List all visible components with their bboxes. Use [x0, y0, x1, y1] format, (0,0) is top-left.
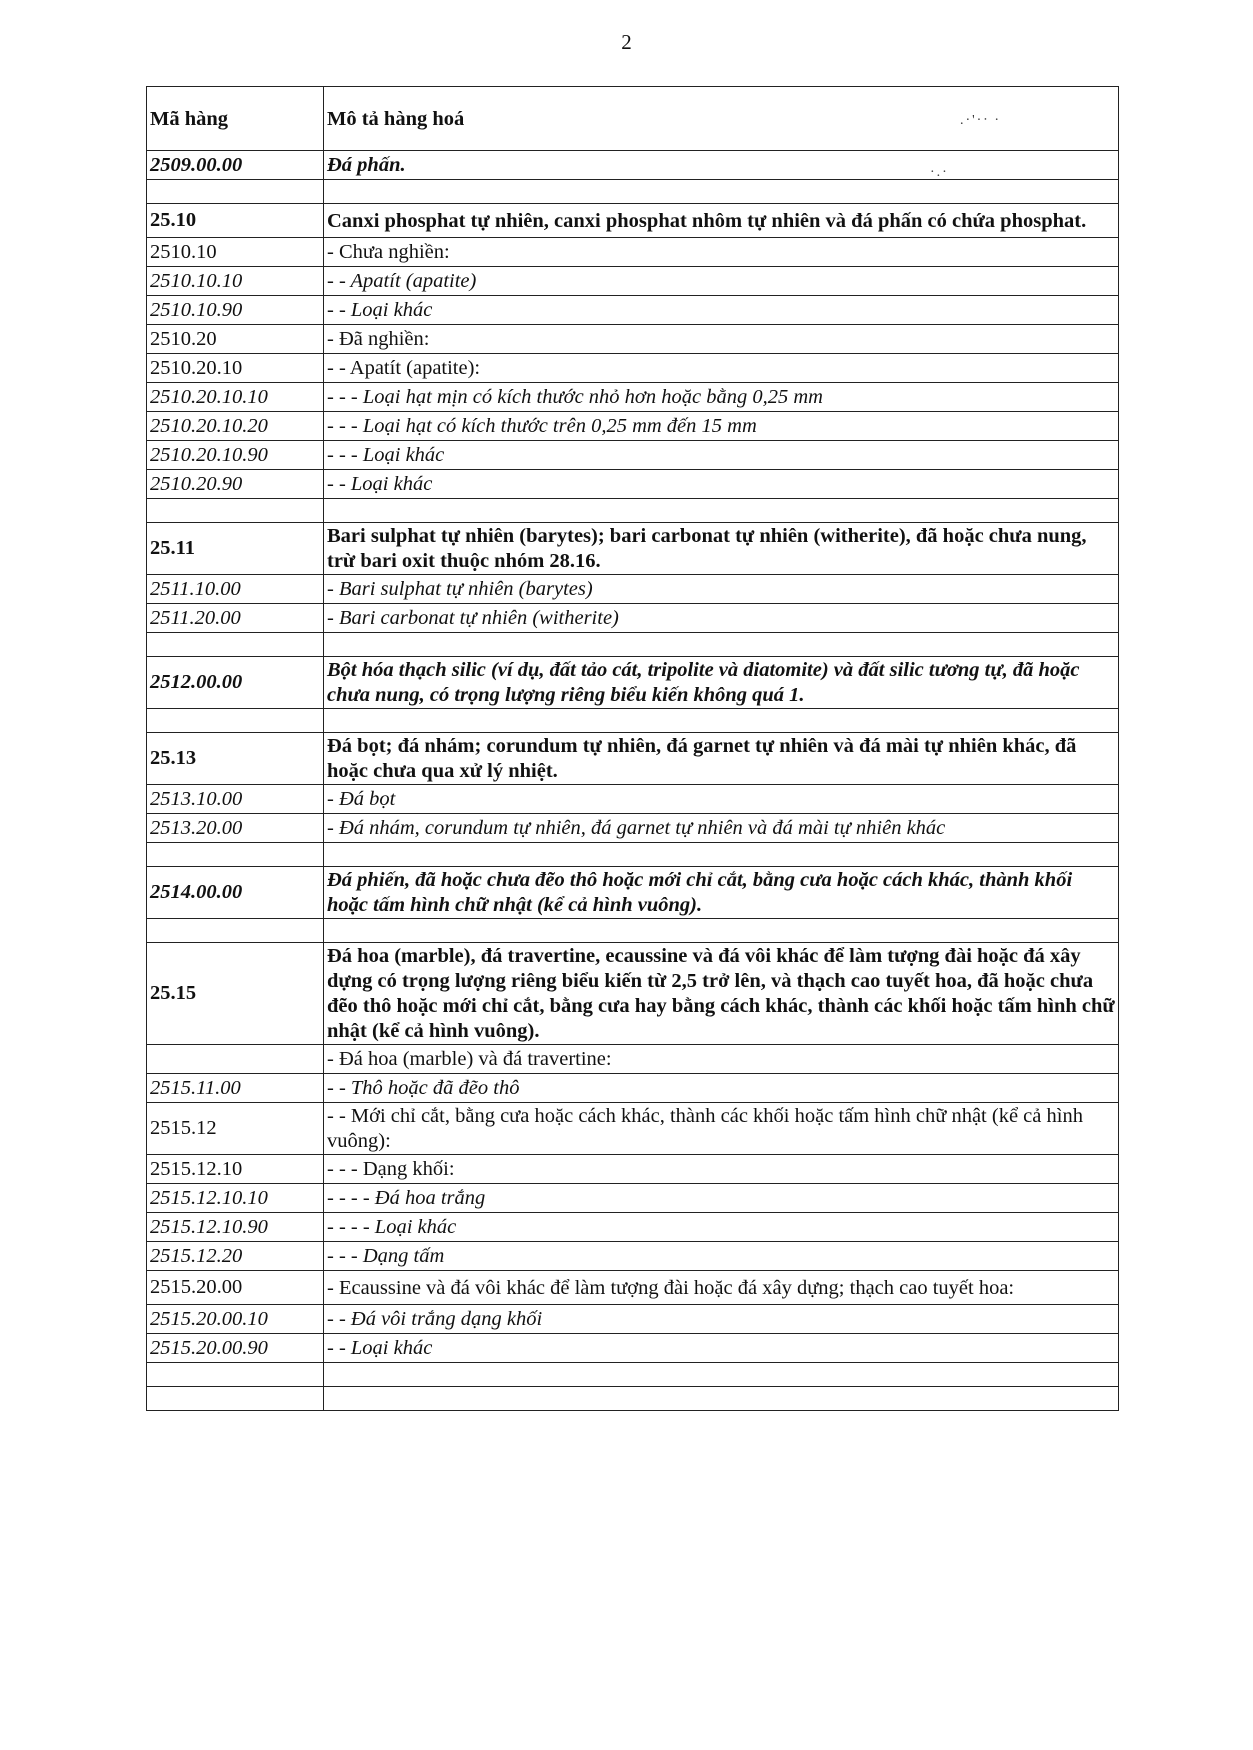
table-row — [147, 709, 1119, 733]
table-row — [147, 1334, 1119, 1363]
row-description: - - Apatít (apatite): — [324, 354, 1119, 383]
table-row — [147, 943, 1119, 1045]
row-code: 2511.20.00 — [147, 604, 324, 633]
table-row — [147, 1103, 1119, 1155]
row-code: 2512.00.00 — [147, 657, 324, 709]
table-row — [147, 633, 1119, 657]
row-description — [324, 499, 1119, 523]
row-code: 2509.00.00 — [147, 151, 324, 180]
table-row — [147, 383, 1119, 412]
row-description: - - Loại khác — [324, 470, 1119, 499]
row-code: 2510.20.10.10 — [147, 383, 324, 412]
table-row — [147, 1305, 1119, 1334]
row-description: - Đá hoa (marble) và đá travertine: — [324, 1045, 1119, 1074]
row-code — [147, 843, 324, 867]
row-code — [147, 1387, 324, 1411]
row-code: 2515.12.10.10 — [147, 1184, 324, 1213]
row-code — [147, 1045, 324, 1074]
row-code: 2515.20.00 — [147, 1271, 324, 1305]
table-row — [147, 1213, 1119, 1242]
scan-specks-top: .·'·ᐧ · — [960, 113, 1002, 128]
table-row — [147, 1155, 1119, 1184]
table-row — [147, 657, 1119, 709]
row-description: - Bari sulphat tự nhiên (barytes) — [324, 575, 1119, 604]
row-code: 2515.12.10.90 — [147, 1213, 324, 1242]
table-row — [147, 919, 1119, 943]
row-code: 25.11 — [147, 523, 324, 575]
table-row — [147, 867, 1119, 919]
row-description: - - - Loại hạt có kích thước trên 0,25 mm đến 15 mm — [324, 412, 1119, 441]
row-code: 2513.10.00 — [147, 785, 324, 814]
table-row — [147, 325, 1119, 354]
table-row — [147, 785, 1119, 814]
row-description: Đá bọt; đá nhám; corundum tự nhiên, đá garnet tự nhiên và đá mài tự nhiên khác, đã hoặc chưa qua xử lý nhiệt. — [324, 733, 1119, 785]
table-row — [147, 604, 1119, 633]
row-code: 2515.12.20 — [147, 1242, 324, 1271]
row-description — [324, 919, 1119, 943]
row-description: - - - Dạng tấm — [324, 1242, 1119, 1271]
row-description: Đá hoa (marble), đá travertine, ecaussine và đá vôi khác để làm tượng đài hoặc đá xây dựng có trọng lượng riêng biểu kiến từ 2,5 trở lên, và thạch cao tuyết hoa, đã hoặc chưa đẽo thô hoặc mới chỉ cắt, bằng cưa hay bằng cách khác, thành các khối hoặc tấm hình chữ nhật (kể cả hình vuông). — [324, 943, 1119, 1045]
table-row — [147, 523, 1119, 575]
row-description: - Chưa nghiền: — [324, 238, 1119, 267]
row-description: - Đã nghiền: — [324, 325, 1119, 354]
row-description: - Đá bọt — [324, 785, 1119, 814]
table-row — [147, 1271, 1119, 1305]
table-row — [147, 354, 1119, 383]
table-row — [147, 1242, 1119, 1271]
row-code: 2515.11.00 — [147, 1074, 324, 1103]
row-description — [324, 180, 1119, 204]
row-code: 2515.12.10 — [147, 1155, 324, 1184]
table-header-row — [147, 87, 1119, 151]
row-description: - - Thô hoặc đã đẽo thô — [324, 1074, 1119, 1103]
row-description: Đá phấn. — [324, 151, 1119, 180]
row-code: 25.10 — [147, 204, 324, 238]
table-row — [147, 296, 1119, 325]
row-code: 2510.10.10 — [147, 267, 324, 296]
row-code — [147, 1363, 324, 1387]
page-number: 2 — [621, 30, 632, 54]
row-description — [324, 1363, 1119, 1387]
table-row — [147, 1045, 1119, 1074]
table-row — [147, 204, 1119, 238]
row-code: 2515.20.00.90 — [147, 1334, 324, 1363]
table-row — [147, 151, 1119, 180]
row-description: - Ecaussine và đá vôi khác để làm tượng đài hoặc đá xây dựng; thạch cao tuyết hoa: — [324, 1271, 1119, 1305]
row-code: 2513.20.00 — [147, 814, 324, 843]
row-code: 2511.10.00 — [147, 575, 324, 604]
table-row — [147, 1387, 1119, 1411]
row-description: - Bari carbonat tự nhiên (witherite) — [324, 604, 1119, 633]
row-code: 2510.20.10.90 — [147, 441, 324, 470]
row-code: 2515.12 — [147, 1103, 324, 1155]
row-description — [324, 633, 1119, 657]
row-code — [147, 633, 324, 657]
table-row — [147, 238, 1119, 267]
row-code: 25.13 — [147, 733, 324, 785]
row-code: 2515.20.00.10 — [147, 1305, 324, 1334]
row-code — [147, 499, 324, 523]
row-code: 2510.20.90 — [147, 470, 324, 499]
row-code: 2510.10.90 — [147, 296, 324, 325]
row-description: Đá phiến, đã hoặc chưa đẽo thô hoặc mới chỉ cắt, bằng cưa hoặc cách khác, thành khối hoặc tấm hình chữ nhật (kể cả hình vuông). — [324, 867, 1119, 919]
row-description: - Đá nhám, corundum tự nhiên, đá garnet tự nhiên và đá mài tự nhiên khác — [324, 814, 1119, 843]
row-description: - - Loại khác — [324, 1334, 1119, 1363]
row-code — [147, 919, 324, 943]
row-code: 2510.10 — [147, 238, 324, 267]
row-description: - - - Loại khác — [324, 441, 1119, 470]
table-row — [147, 470, 1119, 499]
row-description: Bari sulphat tự nhiên (barytes); bari carbonat tự nhiên (witherite), đã hoặc chưa nung, trừ bari oxit thuộc nhóm 28.16. — [324, 523, 1119, 575]
row-description: Canxi phosphat tự nhiên, canxi phosphat nhôm tự nhiên và đá phấn có chứa phosphat. — [324, 204, 1119, 238]
row-description: - - - Loại hạt mịn có kích thước nhỏ hơn hoặc bằng 0,25 mm — [324, 383, 1119, 412]
row-description — [324, 1387, 1119, 1411]
table-row — [147, 441, 1119, 470]
scan-specks-mid: ·.· — [930, 165, 949, 180]
header-description: Mô tả hàng hoá — [324, 87, 1119, 151]
row-code: 2510.20.10.20 — [147, 412, 324, 441]
row-description: Bột hóa thạch silic (ví dụ, đất tảo cát, tripolite và diatomite) và đất silic tương tự, đã hoặc chưa nung, có trọng lượng riêng biểu kiến không quá 1. — [324, 657, 1119, 709]
row-description: - - - - Loại khác — [324, 1213, 1119, 1242]
row-description: - - Loại khác — [324, 296, 1119, 325]
table-row — [147, 814, 1119, 843]
row-code: 2510.20 — [147, 325, 324, 354]
row-code — [147, 709, 324, 733]
row-code — [147, 180, 324, 204]
table-row — [147, 499, 1119, 523]
header-code: Mã hàng — [147, 87, 324, 151]
table-body — [147, 151, 1119, 1411]
table-row — [147, 733, 1119, 785]
table-row — [147, 412, 1119, 441]
row-description: - - Mới chỉ cắt, bằng cưa hoặc cách khác, thành các khối hoặc tấm hình chữ nhật (kể cả hình vuông): — [324, 1103, 1119, 1155]
table-row — [147, 180, 1119, 204]
row-description: - - Apatít (apatite) — [324, 267, 1119, 296]
table-row — [147, 1074, 1119, 1103]
table-row — [147, 575, 1119, 604]
table-row — [147, 1184, 1119, 1213]
row-code: 2510.20.10 — [147, 354, 324, 383]
tariff-table — [146, 86, 1119, 1411]
row-description: - - Đá vôi trắng dạng khối — [324, 1305, 1119, 1334]
row-code: 25.15 — [147, 943, 324, 1045]
row-code: 2514.00.00 — [147, 867, 324, 919]
row-description — [324, 709, 1119, 733]
table-row — [147, 1363, 1119, 1387]
table-row — [147, 267, 1119, 296]
row-description: - - - - Đá hoa trắng — [324, 1184, 1119, 1213]
row-description — [324, 843, 1119, 867]
table-row — [147, 843, 1119, 867]
row-description: - - - Dạng khối: — [324, 1155, 1119, 1184]
